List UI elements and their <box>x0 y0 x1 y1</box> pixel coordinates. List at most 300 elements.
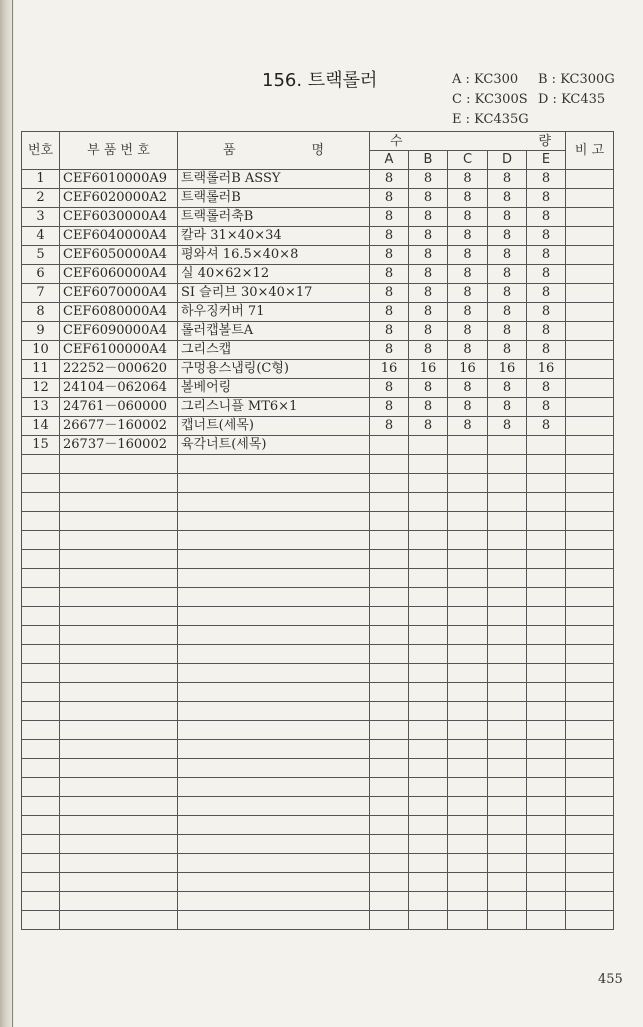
qty-d <box>488 569 527 588</box>
qty-b <box>409 645 448 664</box>
qty-a <box>370 664 409 683</box>
table-row <box>22 322 614 341</box>
table-row <box>22 398 614 417</box>
table-row <box>22 170 614 189</box>
qty-d <box>488 778 527 797</box>
qty-e <box>527 493 566 512</box>
header-remarks: 비 고 <box>566 132 614 170</box>
part-name: 그리스캡 <box>178 341 370 360</box>
qty-c: 8 <box>448 417 488 436</box>
remarks-cell <box>566 379 614 398</box>
qty-c: 8 <box>448 227 488 246</box>
part-number: CEF6090000A4 <box>60 322 178 341</box>
qty-e <box>527 512 566 531</box>
qty-e <box>527 550 566 569</box>
qty-e <box>527 664 566 683</box>
part-number: CEF6030000A4 <box>60 208 178 227</box>
qty-c <box>448 683 488 702</box>
part-name: 트랙롤러축B <box>178 208 370 227</box>
qty-a <box>370 588 409 607</box>
qty-c <box>448 645 488 664</box>
qty-e: 8 <box>527 170 566 189</box>
empty-row <box>22 683 614 702</box>
row-number <box>22 531 60 550</box>
empty-row <box>22 569 614 588</box>
qty-a: 8 <box>370 303 409 322</box>
part-number: 22252－000620 <box>60 360 178 379</box>
remarks-cell <box>566 702 614 721</box>
qty-b: 16 <box>409 360 448 379</box>
remarks-cell <box>566 265 614 284</box>
qty-c <box>448 759 488 778</box>
qty-a <box>370 531 409 550</box>
model-code: A : KC300 <box>452 72 519 87</box>
row-number: 11 <box>22 360 60 379</box>
part-number <box>60 493 178 512</box>
row-number: 6 <box>22 265 60 284</box>
qty-e <box>527 569 566 588</box>
qty-d: 8 <box>488 189 527 208</box>
empty-row <box>22 588 614 607</box>
part-number: CEF6050000A4 <box>60 246 178 265</box>
table-row <box>22 227 614 246</box>
part-number <box>60 474 178 493</box>
qty-c: 8 <box>448 189 488 208</box>
qty-d <box>488 911 527 930</box>
qty-b <box>409 550 448 569</box>
part-name <box>178 816 370 835</box>
part-number <box>60 455 178 474</box>
qty-a: 8 <box>370 246 409 265</box>
part-number <box>60 588 178 607</box>
qty-c <box>448 512 488 531</box>
part-number <box>60 626 178 645</box>
part-number: 26677－160002 <box>60 417 178 436</box>
remarks-cell <box>566 208 614 227</box>
remarks-cell <box>566 835 614 854</box>
empty-row <box>22 892 614 911</box>
qty-e <box>527 626 566 645</box>
row-number <box>22 892 60 911</box>
table-row <box>22 303 614 322</box>
part-name <box>178 683 370 702</box>
part-number <box>60 740 178 759</box>
part-number: CEF6080000A4 <box>60 303 178 322</box>
empty-row <box>22 474 614 493</box>
part-number <box>60 759 178 778</box>
remarks-cell <box>566 873 614 892</box>
remarks-cell <box>566 246 614 265</box>
part-name: 그리스니플 MT6×1 <box>178 398 370 417</box>
qty-d: 8 <box>488 303 527 322</box>
part-number: CEF6010000A9 <box>60 170 178 189</box>
qty-e: 8 <box>527 208 566 227</box>
remarks-cell <box>566 797 614 816</box>
qty-e <box>527 740 566 759</box>
qty-e <box>527 531 566 550</box>
qty-b <box>409 455 448 474</box>
empty-row <box>22 778 614 797</box>
empty-row <box>22 854 614 873</box>
qty-d: 8 <box>488 417 527 436</box>
qty-b: 8 <box>409 341 448 360</box>
qty-e <box>527 607 566 626</box>
remarks-cell <box>566 626 614 645</box>
part-number <box>60 911 178 930</box>
qty-c: 8 <box>448 208 488 227</box>
qty-a <box>370 778 409 797</box>
qty-d: 8 <box>488 208 527 227</box>
row-number <box>22 778 60 797</box>
qty-e <box>527 873 566 892</box>
part-number <box>60 854 178 873</box>
qty-a: 8 <box>370 208 409 227</box>
empty-row <box>22 455 614 474</box>
part-name <box>178 873 370 892</box>
row-number <box>22 683 60 702</box>
part-name: 볼베어링 <box>178 379 370 398</box>
part-number <box>60 873 178 892</box>
qty-b <box>409 911 448 930</box>
remarks-cell <box>566 607 614 626</box>
part-number <box>60 702 178 721</box>
qty-a <box>370 892 409 911</box>
qty-b: 8 <box>409 398 448 417</box>
qty-a: 16 <box>370 360 409 379</box>
qty-d: 8 <box>488 170 527 189</box>
table-row <box>22 417 614 436</box>
header-name-right: 명 <box>311 142 324 158</box>
row-number <box>22 664 60 683</box>
remarks-cell <box>566 417 614 436</box>
qty-a: 8 <box>370 398 409 417</box>
qty-e <box>527 683 566 702</box>
model-code: E : KC435G <box>452 112 529 127</box>
table-row <box>22 379 614 398</box>
qty-c <box>448 778 488 797</box>
table-row <box>22 265 614 284</box>
header-qty-e: E <box>527 151 566 170</box>
qty-a <box>370 626 409 645</box>
part-name: 하우징커버 71 <box>178 303 370 322</box>
page-title: 156. 트랙롤러 <box>262 70 378 91</box>
qty-e <box>527 721 566 740</box>
remarks-cell <box>566 550 614 569</box>
qty-d <box>488 702 527 721</box>
qty-b <box>409 512 448 531</box>
remarks-cell <box>566 759 614 778</box>
qty-b: 8 <box>409 322 448 341</box>
part-name <box>178 550 370 569</box>
row-number <box>22 911 60 930</box>
empty-row <box>22 531 614 550</box>
qty-b: 8 <box>409 227 448 246</box>
part-name: 롤러캡볼트A <box>178 322 370 341</box>
qty-a: 8 <box>370 417 409 436</box>
qty-a <box>370 797 409 816</box>
row-number <box>22 721 60 740</box>
table-row <box>22 360 614 379</box>
table-row <box>22 284 614 303</box>
header-qty <box>370 132 566 151</box>
part-number <box>60 607 178 626</box>
part-number <box>60 569 178 588</box>
qty-b <box>409 683 448 702</box>
qty-d <box>488 892 527 911</box>
qty-d: 8 <box>488 379 527 398</box>
table-row <box>22 246 614 265</box>
remarks-cell <box>566 398 614 417</box>
model-legend-row <box>452 110 624 130</box>
part-name <box>178 759 370 778</box>
model-code: D : KC435 <box>538 92 606 107</box>
remarks-cell <box>566 455 614 474</box>
qty-b <box>409 854 448 873</box>
page-number: 455 <box>598 972 623 987</box>
row-number <box>22 702 60 721</box>
part-number: CEF6040000A4 <box>60 227 178 246</box>
remarks-cell <box>566 227 614 246</box>
qty-b <box>409 740 448 759</box>
qty-b <box>409 474 448 493</box>
qty-d: 8 <box>488 322 527 341</box>
remarks-cell <box>566 683 614 702</box>
remarks-cell <box>566 436 614 455</box>
part-number <box>60 550 178 569</box>
row-number: 15 <box>22 436 60 455</box>
qty-c <box>448 740 488 759</box>
part-name <box>178 474 370 493</box>
remarks-cell <box>566 512 614 531</box>
row-number: 5 <box>22 246 60 265</box>
qty-d: 8 <box>488 246 527 265</box>
row-number <box>22 607 60 626</box>
part-name <box>178 626 370 645</box>
qty-a <box>370 683 409 702</box>
part-number <box>60 683 178 702</box>
qty-c <box>448 550 488 569</box>
row-number <box>22 759 60 778</box>
qty-a <box>370 493 409 512</box>
empty-row <box>22 797 614 816</box>
empty-row <box>22 816 614 835</box>
qty-c: 8 <box>448 379 488 398</box>
empty-row <box>22 645 614 664</box>
part-name <box>178 588 370 607</box>
part-number <box>60 778 178 797</box>
qty-e: 8 <box>527 303 566 322</box>
qty-c: 8 <box>448 170 488 189</box>
qty-d <box>488 683 527 702</box>
part-number <box>60 797 178 816</box>
qty-c: 8 <box>448 341 488 360</box>
part-name <box>178 512 370 531</box>
header-qty-d: D <box>488 151 527 170</box>
model-legend-row <box>452 70 624 90</box>
part-name: 구멍용스냅링(C형) <box>178 360 370 379</box>
remarks-cell <box>566 588 614 607</box>
part-name: 평와셔 16.5×40×8 <box>178 246 370 265</box>
part-name <box>178 892 370 911</box>
qty-e: 16 <box>527 360 566 379</box>
qty-b <box>409 607 448 626</box>
qty-e <box>527 854 566 873</box>
part-number <box>60 531 178 550</box>
part-name: 칼라 31×40×34 <box>178 227 370 246</box>
remarks-cell <box>566 303 614 322</box>
remarks-cell <box>566 531 614 550</box>
qty-d <box>488 797 527 816</box>
qty-d: 8 <box>488 265 527 284</box>
qty-b: 8 <box>409 246 448 265</box>
qty-e <box>527 436 566 455</box>
part-name: 육각너트(세목) <box>178 436 370 455</box>
qty-e: 8 <box>527 322 566 341</box>
qty-b: 8 <box>409 189 448 208</box>
part-number <box>60 664 178 683</box>
empty-row <box>22 740 614 759</box>
remarks-cell <box>566 170 614 189</box>
part-number: CEF6020000A2 <box>60 189 178 208</box>
row-number: 10 <box>22 341 60 360</box>
row-number: 3 <box>22 208 60 227</box>
qty-b: 8 <box>409 208 448 227</box>
row-number <box>22 550 60 569</box>
part-number <box>60 835 178 854</box>
part-name: 트랙롤러B ASSY <box>178 170 370 189</box>
qty-b <box>409 588 448 607</box>
qty-d <box>488 816 527 835</box>
qty-e: 8 <box>527 246 566 265</box>
row-number <box>22 835 60 854</box>
qty-a <box>370 550 409 569</box>
empty-row <box>22 702 614 721</box>
qty-b <box>409 569 448 588</box>
qty-c <box>448 493 488 512</box>
remarks-cell <box>566 189 614 208</box>
qty-c <box>448 474 488 493</box>
qty-d <box>488 474 527 493</box>
part-number <box>60 721 178 740</box>
empty-row <box>22 664 614 683</box>
qty-d <box>488 531 527 550</box>
qty-c <box>448 569 488 588</box>
qty-a <box>370 740 409 759</box>
qty-a <box>370 702 409 721</box>
qty-e <box>527 892 566 911</box>
qty-a: 8 <box>370 189 409 208</box>
qty-b <box>409 626 448 645</box>
table-row <box>22 341 614 360</box>
empty-row <box>22 835 614 854</box>
row-number: 7 <box>22 284 60 303</box>
qty-c <box>448 854 488 873</box>
qty-d: 8 <box>488 284 527 303</box>
table-row <box>22 189 614 208</box>
table-row <box>22 208 614 227</box>
qty-a: 8 <box>370 322 409 341</box>
part-name <box>178 607 370 626</box>
qty-e <box>527 911 566 930</box>
qty-a: 8 <box>370 341 409 360</box>
empty-row <box>22 911 614 930</box>
qty-c <box>448 531 488 550</box>
model-code: B : KC300G <box>538 72 615 87</box>
header-no: 번호 <box>22 132 60 170</box>
empty-row <box>22 550 614 569</box>
qty-e: 8 <box>527 189 566 208</box>
qty-c: 8 <box>448 398 488 417</box>
qty-e <box>527 778 566 797</box>
part-name <box>178 493 370 512</box>
row-number <box>22 512 60 531</box>
part-number: 24761－060000 <box>60 398 178 417</box>
qty-c <box>448 436 488 455</box>
qty-e <box>527 835 566 854</box>
empty-row <box>22 873 614 892</box>
qty-a <box>370 911 409 930</box>
row-number: 13 <box>22 398 60 417</box>
part-name: 캡너트(세목) <box>178 417 370 436</box>
row-number <box>22 588 60 607</box>
part-name <box>178 664 370 683</box>
qty-d <box>488 588 527 607</box>
qty-d <box>488 759 527 778</box>
empty-row <box>22 759 614 778</box>
qty-d <box>488 512 527 531</box>
qty-b: 8 <box>409 284 448 303</box>
qty-a <box>370 455 409 474</box>
part-name <box>178 645 370 664</box>
parts-body <box>22 170 614 930</box>
qty-b: 8 <box>409 379 448 398</box>
part-number: CEF6100000A4 <box>60 341 178 360</box>
qty-c: 8 <box>448 265 488 284</box>
row-number: 1 <box>22 170 60 189</box>
qty-e: 8 <box>527 379 566 398</box>
qty-d: 8 <box>488 398 527 417</box>
qty-b: 8 <box>409 303 448 322</box>
remarks-cell <box>566 284 614 303</box>
qty-e <box>527 759 566 778</box>
empty-row <box>22 721 614 740</box>
qty-e: 8 <box>527 265 566 284</box>
empty-row <box>22 607 614 626</box>
part-name <box>178 455 370 474</box>
qty-a <box>370 569 409 588</box>
qty-e: 8 <box>527 341 566 360</box>
qty-e <box>527 588 566 607</box>
remarks-cell <box>566 740 614 759</box>
qty-a: 8 <box>370 379 409 398</box>
part-number: 26737－160002 <box>60 436 178 455</box>
part-name: 실 40×62×12 <box>178 265 370 284</box>
qty-b: 8 <box>409 265 448 284</box>
qty-a: 8 <box>370 227 409 246</box>
qty-c: 8 <box>448 246 488 265</box>
row-number <box>22 493 60 512</box>
qty-b <box>409 892 448 911</box>
qty-c <box>448 702 488 721</box>
remarks-cell <box>566 892 614 911</box>
row-number: 9 <box>22 322 60 341</box>
qty-d <box>488 493 527 512</box>
qty-a <box>370 474 409 493</box>
qty-c: 8 <box>448 284 488 303</box>
header-qty-a: A <box>370 151 409 170</box>
qty-a <box>370 645 409 664</box>
qty-e: 8 <box>527 227 566 246</box>
